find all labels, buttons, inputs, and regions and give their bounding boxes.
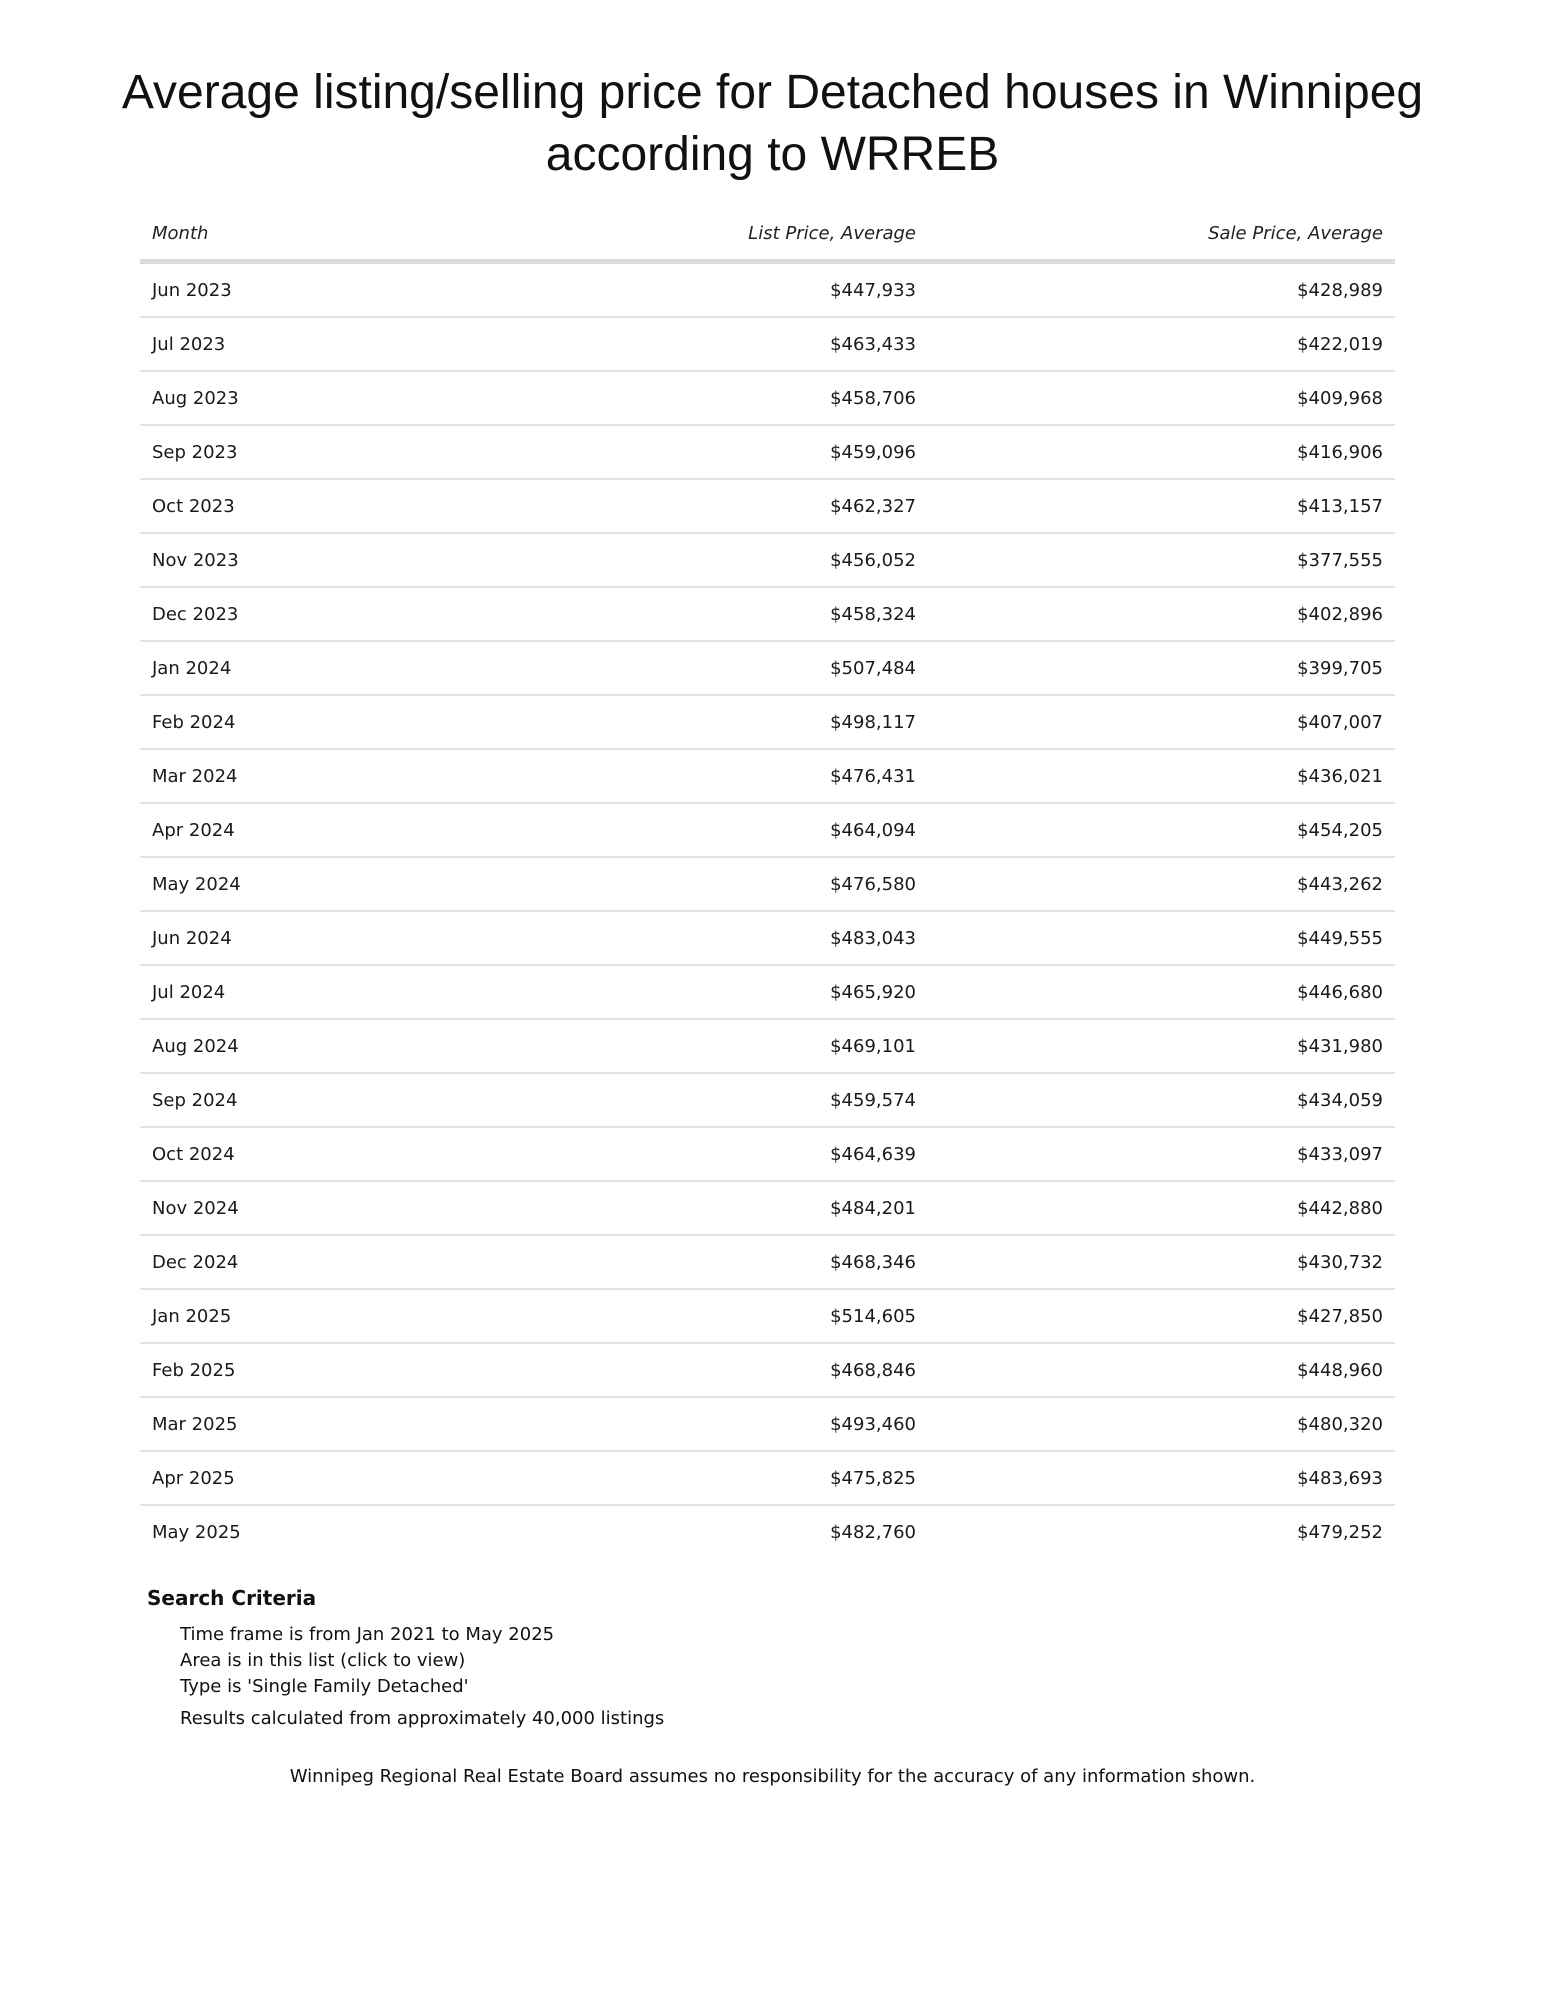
table-row [140, 533, 1395, 587]
sale-price-cell: $431,980 [928, 1019, 1395, 1073]
table-row [140, 1289, 1395, 1343]
month-cell: Aug 2024 [140, 1019, 644, 1073]
list-price-cell: $462,327 [644, 479, 928, 533]
results-count-note: Results calculated from approximately 40,000 listings [180, 1708, 665, 1729]
sale-price-cell: $480,320 [928, 1397, 1395, 1451]
table-row [140, 695, 1395, 749]
table-row [140, 1019, 1395, 1073]
sale-price-cell: $433,097 [928, 1127, 1395, 1181]
table-row [140, 803, 1395, 857]
sale-price-column-header: Sale Price, Average [928, 207, 1395, 262]
search-criteria-list [147, 1622, 664, 1700]
list-price-cell: $465,920 [644, 965, 928, 1019]
table-row [140, 1127, 1395, 1181]
list-price-cell: $498,117 [644, 695, 928, 749]
search-criteria-section [147, 1586, 664, 1732]
price-table [140, 207, 1395, 1558]
table-row [140, 911, 1395, 965]
month-cell: Sep 2023 [140, 425, 644, 479]
list-price-cell: $468,346 [644, 1235, 928, 1289]
month-cell: Feb 2024 [140, 695, 644, 749]
month-cell: Apr 2025 [140, 1451, 644, 1505]
month-cell: Dec 2024 [140, 1235, 644, 1289]
list-price-cell: $464,094 [644, 803, 928, 857]
table-row [140, 587, 1395, 641]
list-price-cell: $458,706 [644, 371, 928, 425]
sale-price-cell: $483,693 [928, 1451, 1395, 1505]
sale-price-cell: $436,021 [928, 749, 1395, 803]
month-cell: May 2025 [152, 1521, 241, 1543]
sale-price-cell: $442,880 [928, 1181, 1395, 1235]
table-row [140, 857, 1395, 911]
list-price-cell: $514,605 [644, 1289, 928, 1343]
table-row [140, 1343, 1395, 1397]
sale-price-cell: $399,705 [928, 641, 1395, 695]
month-cell: Nov 2023 [140, 533, 644, 587]
list-price-cell: $459,096 [644, 425, 928, 479]
month-cell: Mar 2025 [140, 1397, 644, 1451]
search-criteria-heading: Search Criteria [147, 1586, 317, 1610]
table-row [140, 1235, 1395, 1289]
table-row [140, 317, 1395, 371]
table-row [140, 479, 1395, 533]
sale-price-cell: $443,262 [928, 857, 1395, 911]
month-cell: Mar 2024 [140, 749, 644, 803]
criteria-time-frame: Time frame is from Jan 2021 to May 2025 [180, 1624, 555, 1645]
list-price-cell: $464,639 [644, 1127, 928, 1181]
list-price-cell: $459,574 [644, 1073, 928, 1127]
list-price-cell: $482,760 [830, 1521, 916, 1543]
table-row [140, 965, 1395, 1019]
list-price-cell: $456,052 [644, 533, 928, 587]
list-price-cell: $475,825 [644, 1451, 928, 1505]
list-price-cell: $493,460 [644, 1397, 928, 1451]
month-cell: Apr 2024 [140, 803, 644, 857]
list-price-cell: $447,933 [644, 262, 928, 318]
month-cell: Sep 2024 [140, 1073, 644, 1127]
table-row [140, 749, 1395, 803]
sale-price-cell: $427,850 [928, 1289, 1395, 1343]
table-body [140, 262, 1395, 1559]
page-title: Average listing/selling price for Detached houses in Winnipeg according to WRREB [121, 66, 1424, 181]
list-price-cell: $483,043 [644, 911, 928, 965]
criteria-type: Type is 'Single Family Detached' [180, 1676, 469, 1697]
list-price-cell: $507,484 [644, 641, 928, 695]
table-row [140, 262, 1395, 318]
list-price-cell: $463,433 [644, 317, 928, 371]
sale-price-cell: $407,007 [928, 695, 1395, 749]
list-price-cell: $484,201 [644, 1181, 928, 1235]
table-row [140, 371, 1395, 425]
table-row [140, 641, 1395, 695]
sale-price-cell: $377,555 [928, 533, 1395, 587]
disclaimer-text: Winnipeg Regional Real Estate Board assumes no responsibility for the accuracy of any information shown. [289, 1766, 1256, 1787]
list-price-column-header: List Price, Average [644, 207, 928, 262]
table-row [140, 1073, 1395, 1127]
month-cell: Jan 2025 [140, 1289, 644, 1343]
month-cell: Oct 2024 [140, 1127, 644, 1181]
criteria-area-link[interactable]: Area is in this list (click to view) [180, 1650, 466, 1671]
sale-price-cell: $422,019 [928, 317, 1395, 371]
sale-price-cell: $402,896 [928, 587, 1395, 641]
sale-price-cell: $430,732 [928, 1235, 1395, 1289]
month-cell: Jun 2024 [140, 911, 644, 965]
month-cell: Jan 2024 [140, 641, 644, 695]
month-cell: Feb 2025 [140, 1343, 644, 1397]
month-cell: Jul 2023 [140, 317, 644, 371]
list-price-cell: $476,431 [644, 749, 928, 803]
sale-price-cell: $449,555 [928, 911, 1395, 965]
sale-price-cell: $446,680 [928, 965, 1395, 1019]
sale-price-cell: $479,252 [1297, 1521, 1383, 1543]
month-cell: Jun 2023 [140, 262, 644, 318]
list-price-cell: $469,101 [644, 1019, 928, 1073]
list-price-cell: $458,324 [644, 587, 928, 641]
month-column-header: Month [140, 207, 644, 262]
month-cell: Oct 2023 [140, 479, 644, 533]
sale-price-cell: $434,059 [928, 1073, 1395, 1127]
table-header-row [140, 207, 1395, 262]
month-cell: Dec 2023 [140, 587, 644, 641]
table-row [140, 1397, 1395, 1451]
sale-price-cell: $448,960 [928, 1343, 1395, 1397]
sale-price-cell: $413,157 [928, 479, 1395, 533]
sale-price-cell: $428,989 [928, 262, 1395, 318]
table-row [140, 425, 1395, 479]
month-cell: May 2024 [140, 857, 644, 911]
month-cell: Jul 2024 [140, 965, 644, 1019]
table-row [140, 1451, 1395, 1505]
sale-price-cell: $416,906 [928, 425, 1395, 479]
sale-price-cell: $454,205 [928, 803, 1395, 857]
list-price-cell: $476,580 [644, 857, 928, 911]
table-row [140, 1181, 1395, 1235]
month-cell: Aug 2023 [140, 371, 644, 425]
list-price-cell: $468,846 [644, 1343, 928, 1397]
month-cell: Nov 2024 [140, 1181, 644, 1235]
sale-price-cell: $409,968 [928, 371, 1395, 425]
table-row [140, 1505, 1395, 1558]
